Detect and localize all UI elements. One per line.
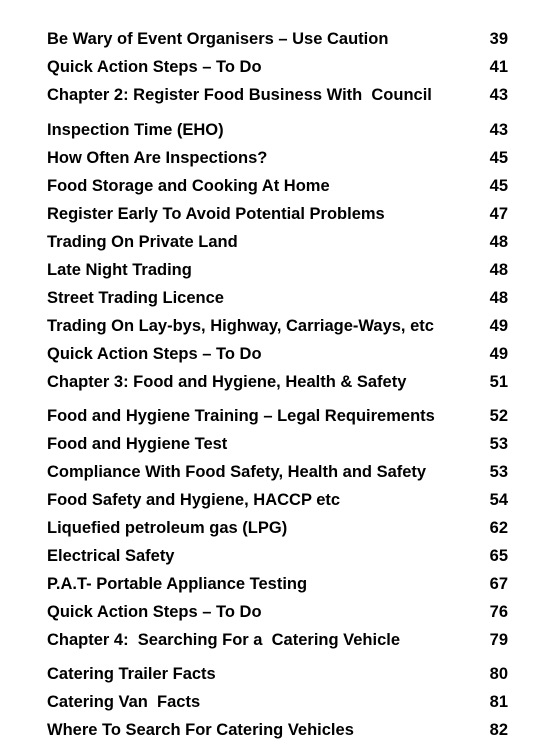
- toc-entry: [47, 405, 508, 427]
- toc-entry-title: Quick Action Steps – To Do: [47, 58, 262, 76]
- toc-entry-page: 54: [489, 491, 508, 509]
- toc-entry: [47, 203, 508, 225]
- toc-chapter-heading: [47, 371, 508, 393]
- toc-entry-page: 53: [489, 435, 508, 453]
- toc-entry: [47, 461, 508, 483]
- toc-entry-title: Chapter 4: Searching For a Catering Vehicle: [47, 631, 401, 649]
- toc-entry-page: 45: [489, 149, 508, 167]
- toc-entry: [47, 663, 508, 685]
- toc-entry: [47, 343, 508, 365]
- toc-entry: [47, 147, 508, 169]
- toc-entry-title: Quick Action Steps – To Do: [47, 603, 262, 621]
- toc-entry-page: 47: [489, 205, 508, 223]
- toc-chapter-heading: [47, 629, 508, 651]
- toc-entry-page: 49: [489, 345, 508, 363]
- toc-entry: [47, 433, 508, 455]
- toc-entry-title: Trading On Lay-bys, Highway, Carriage-Ways, etc: [47, 317, 434, 335]
- toc-entry-title: P.A.T- Portable Appliance Testing: [47, 575, 308, 593]
- toc-entry-title: Chapter 3: Food and Hygiene, Health & Safety: [47, 373, 407, 391]
- toc-entry: [47, 573, 508, 595]
- toc-entry: [47, 287, 508, 309]
- toc-entry: [47, 691, 508, 713]
- toc-entry-page: 52: [489, 407, 508, 425]
- toc-entry: [47, 28, 508, 50]
- toc-entry: [47, 517, 508, 539]
- toc-entry-title: Where To Search For Catering Vehicles: [47, 721, 354, 739]
- toc-entry-page: 79: [489, 631, 508, 649]
- toc-entry-page: 48: [489, 233, 508, 251]
- toc-entry-title: Late Night Trading: [47, 261, 192, 279]
- toc-entry-page: 51: [489, 373, 508, 391]
- toc-entry-page: 62: [489, 519, 508, 537]
- toc-entry-title: Liquefied petroleum gas (LPG): [47, 519, 288, 537]
- toc-entry-page: 43: [489, 86, 508, 104]
- toc-entry-page: 49: [489, 317, 508, 335]
- toc-entry-title: Trading On Private Land: [47, 233, 238, 251]
- toc-entry-title: Catering Van Facts: [47, 693, 201, 711]
- toc-entry-title: Chapter 2: Register Food Business With Council: [47, 86, 432, 104]
- toc-entry: [47, 545, 508, 567]
- toc-entry: [47, 259, 508, 281]
- toc-entry-page: 41: [489, 58, 508, 76]
- toc-entry-title: Food Safety and Hygiene, HACCP etc: [47, 491, 341, 509]
- toc-entry-title: Be Wary of Event Organisers – Use Caution: [47, 30, 389, 48]
- toc-entry-page: 45: [489, 177, 508, 195]
- toc-entry-page: 80: [489, 665, 508, 683]
- toc-entry-title: Catering Trailer Facts: [47, 665, 216, 683]
- toc-entry-page: 39: [489, 30, 508, 48]
- toc-entry: [47, 719, 508, 741]
- toc-entry-title: Electrical Safety: [47, 547, 175, 565]
- toc-entry: [47, 489, 508, 511]
- toc-entry-title: Food and Hygiene Test: [47, 435, 228, 453]
- toc-entry-page: 53: [489, 463, 508, 481]
- toc-chapter-heading: [47, 84, 508, 106]
- toc-entry-title: Register Early To Avoid Potential Problems: [47, 205, 385, 223]
- toc-entry-title: Food and Hygiene Training – Legal Requirements: [47, 407, 435, 425]
- toc-entry-page: 43: [489, 121, 508, 139]
- toc-entry: [47, 231, 508, 253]
- toc-entry-title: Inspection Time (EHO): [47, 121, 224, 139]
- toc-entry-page: 82: [489, 721, 508, 739]
- toc-entry: [47, 56, 508, 78]
- toc-entry-title: Compliance With Food Safety, Health and Safety: [47, 463, 427, 481]
- toc-entry-page: 48: [489, 261, 508, 279]
- toc-entry-title: Quick Action Steps – To Do: [47, 345, 262, 363]
- toc-entry: [47, 601, 508, 623]
- toc-entry-title: Food Storage and Cooking At Home: [47, 177, 330, 195]
- toc-entry-title: How Often Are Inspections?: [47, 149, 268, 167]
- toc-entry: [47, 175, 508, 197]
- toc-entry-page: 81: [489, 693, 508, 711]
- toc-entry-title: Street Trading Licence: [47, 289, 224, 307]
- toc-entry: [47, 315, 508, 337]
- toc-entry-page: 48: [489, 289, 508, 307]
- toc-entry: [47, 119, 508, 141]
- toc-entry-page: 76: [489, 603, 508, 621]
- toc-entry-page: 67: [489, 575, 508, 593]
- toc-entry-page: 65: [489, 547, 508, 565]
